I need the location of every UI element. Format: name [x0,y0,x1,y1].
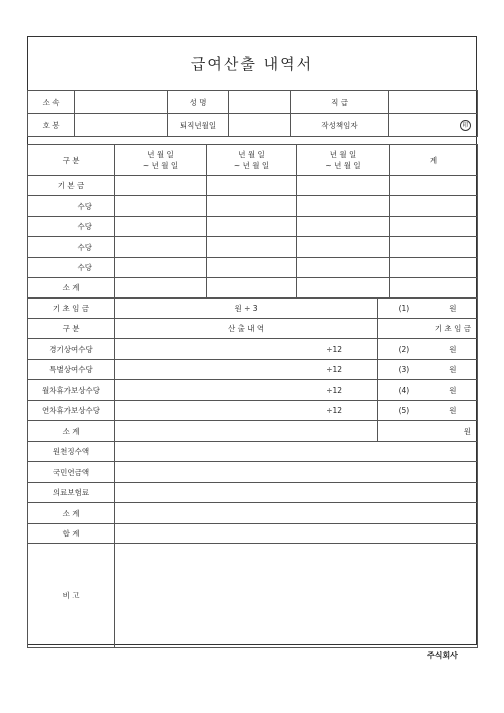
period-col-2: 년 월 일 ~ 년 월 일 [207,145,297,176]
cell[interactable] [297,237,390,258]
label-preparer: 작성책임자 [291,114,389,137]
item-label: 의료보험료 [28,483,115,503]
position-field[interactable] [389,91,478,114]
cell[interactable] [115,483,478,503]
cell[interactable] [207,196,297,217]
header-category: 구 분 [28,145,115,176]
row-label: 수당 [28,237,115,258]
cell[interactable] [390,176,478,196]
form-frame [27,36,477,645]
div-12: ÷12 [115,380,378,401]
form-title: 급여산출 내역서 [28,37,476,91]
remarks-field[interactable] [115,544,478,648]
label-resign-date: 퇴직년월일 [168,114,229,137]
item-value[interactable]: (4) 원 [378,380,478,401]
item-label: 원천징수액 [28,442,115,462]
div-12: ÷12 [115,401,378,421]
cell[interactable] [390,217,478,237]
preparer-field[interactable] [389,114,478,137]
header-total: 계 [390,145,478,176]
cell[interactable] [115,258,207,278]
cell[interactable] [390,278,478,298]
item-label: 경기상여수당 [28,339,115,360]
label-affiliation: 소 속 [28,91,75,114]
cell[interactable] [297,278,390,298]
cell[interactable] [297,217,390,237]
item-label: 국민연금액 [28,462,115,483]
cell[interactable] [390,258,478,278]
label-base-wage: 기 초 임 금 [28,299,115,319]
cell[interactable] [115,237,207,258]
cell[interactable] [115,217,207,237]
name-field[interactable] [229,91,291,114]
calc-table [27,298,478,442]
label-name: 성 명 [168,91,229,114]
cell[interactable] [207,237,297,258]
cell[interactable] [207,258,297,278]
period-table [27,144,478,298]
cell[interactable] [115,462,478,483]
item-value[interactable]: (5) 원 [378,401,478,421]
row-label-subtotal: 소 계 [28,421,115,442]
div-12: ÷12 [115,360,378,380]
item-label: 월차휴가보상수당 [28,380,115,401]
cell[interactable] [297,196,390,217]
cell[interactable] [390,196,478,217]
row-label-subtotal: 소 계 [28,278,115,298]
item-value[interactable]: (3) 원 [378,360,478,380]
cell[interactable] [297,176,390,196]
cell[interactable] [115,442,478,462]
deduction-table [27,441,478,648]
period-col-3: 년 월 일 ~ 년 월 일 [297,145,390,176]
item-label: 특별상여수당 [28,360,115,380]
company-name: 주식회사 [427,651,458,660]
info-table [27,90,478,137]
cell[interactable] [115,196,207,217]
row-label-subtotal: 소 계 [28,503,115,524]
base-wage-1[interactable]: (1) 원 [378,299,478,319]
div-12: ÷12 [115,339,378,360]
seal-mark: 印 [460,120,471,131]
label-remarks: 비 고 [28,544,115,648]
cell[interactable] [297,258,390,278]
row-label: 수당 [28,258,115,278]
subtotal-value[interactable]: 원 [378,421,478,442]
item-label: 연차휴가보상수당 [28,401,115,421]
formula: 원 ÷ 3 [115,299,378,319]
cell[interactable] [115,176,207,196]
resign-date-field[interactable] [229,114,291,137]
label-address: 호 봉 [28,114,75,137]
row-label: 수당 [28,217,115,237]
cell[interactable] [207,176,297,196]
cell[interactable] [390,237,478,258]
period-col-1: 년 월 일 ~ 년 월 일 [115,145,207,176]
row-label-total: 합 계 [28,524,115,544]
header-base: 기 초 임 금 [378,319,478,339]
cell[interactable] [115,278,207,298]
cell[interactable] [115,503,478,524]
cell[interactable] [207,217,297,237]
affiliation-field[interactable] [75,91,168,114]
cell[interactable] [115,421,378,442]
item-value[interactable]: (2) 원 [378,339,478,360]
header-category: 구 분 [28,319,115,339]
address-field[interactable] [75,114,168,137]
cell[interactable] [207,278,297,298]
row-label: 수당 [28,196,115,217]
label-position: 직 급 [291,91,389,114]
header-detail: 산 출 내 역 [115,319,378,339]
row-label: 기 본 금 [28,176,115,196]
cell[interactable] [115,524,478,544]
